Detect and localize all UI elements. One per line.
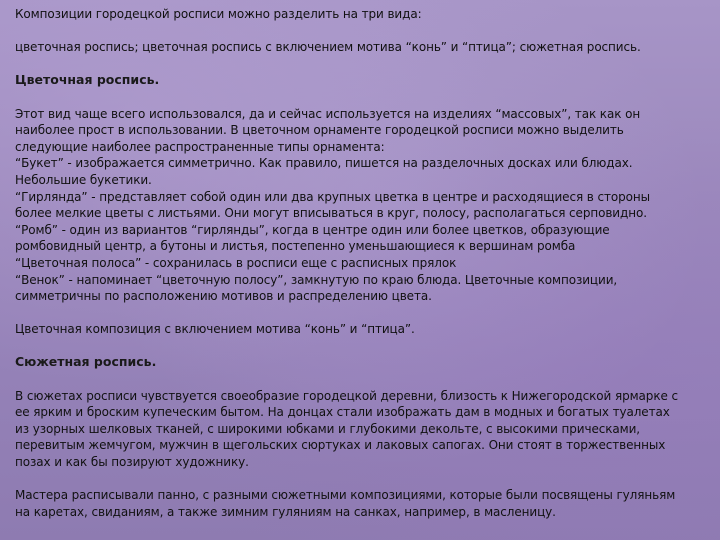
- spacer: [15, 338, 711, 355]
- floral-body: Этот вид чаще всего использовался, да и сейчас используется на изделиях “массовых”, так как он наиболее прост в использовании. В цветочном орнаменте городецкой росписи можно выделить следующие наиболее распространенные типы орнамента: “Букет” - изображается симметрично. Как правило, пишется на разделочных досках или блюдах. Небольшие букетики. “Гирлянда” - представляет собой один или два крупных цветка в центре и расходящиеся в стороны более мелкие цветы с листьями. Они могут вписываться в круг, полосу, располагаться серповидно. “Ромб” - один из вариантов “гирлянды”, когда в центре один или более цветков, образующие ромбовидный центр, а бутоны и листья, постепенно уменьшающиеся к вершинам ромба “Цветочная полоса” - сохранилась в росписи еще с расписных прялок “Венок” - напоминает “цветочную полосу”, замкнутую по краю блюда. Цветочные композиции, симметричны по расположению мотивов и распределению цвета.: [15, 106, 650, 304]
- spacer: [15, 56, 711, 73]
- spacer: [15, 471, 711, 488]
- spacer: [15, 23, 711, 40]
- types-list: цветочная роспись; цветочная роспись с включением мотива “конь” и “птица”; сюжетная роспись.: [15, 40, 641, 55]
- narrative-body-1: В сюжетах росписи чувствуется своеобразие городецкой деревни, близость к Нижегородской ярмарке с ее ярким и броским купеческим бытом. На донцах стали изображать дам в модных и богатых туалетах из узорных шелковых тканей, с широкими юбками и глубокими декольте, с высокими прическами, перевитым жемчугом, мужчин в щегольских сюртуках и лаковых сапогах. Они стоят в торжественных позах и как бы позируют художнику.: [15, 388, 678, 470]
- narrative-heading: Сюжетная роспись.: [15, 354, 157, 370]
- mixed-composition-text: Цветочная композиция с включением мотива “конь” и “птица”.: [15, 322, 415, 337]
- spacer: [15, 89, 711, 106]
- intro-text: Композиции городецкой росписи можно разделить на три вида:: [15, 7, 422, 21]
- spacer: [15, 371, 711, 388]
- narrative-body-2: Мастера расписывали панно, с разными сюжетными композициями, которые были посвящены гуляньям на каретах, свиданиям, а также зимним гуляниям на санках, например, в масленицу.: [15, 488, 676, 519]
- slide-content: [15, 6, 711, 520]
- spacer: [15, 305, 711, 322]
- floral-heading: Цветочная роспись.: [15, 72, 160, 88]
